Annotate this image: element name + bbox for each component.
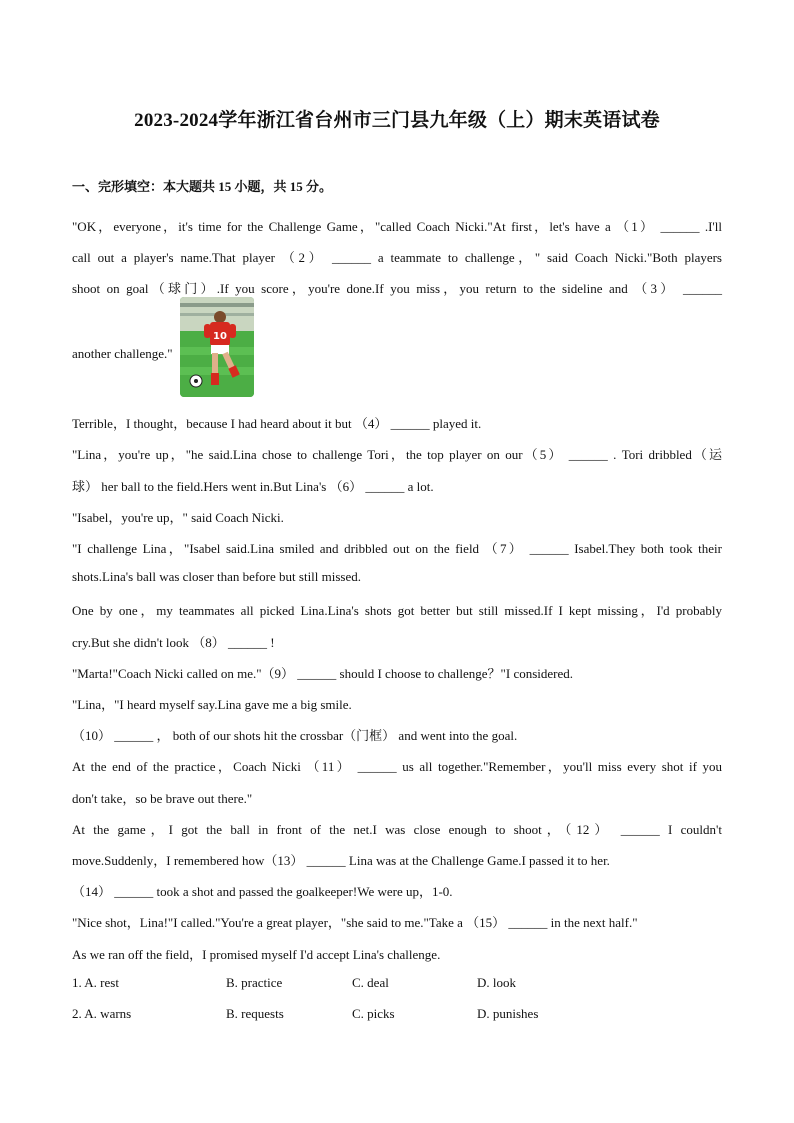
option-text: C. deal xyxy=(352,975,389,990)
passage-line: （10） ______ ， both of our shots hit the crossbar（门框） and went into the goal. xyxy=(72,728,518,743)
option-text: D. look xyxy=(477,975,516,990)
page-title: 2023-2024学年浙江省台州市三门县九年级（上）期末英语试卷 xyxy=(134,110,660,131)
passage-line: shots.Lina's ball was closer than before but still missed. xyxy=(72,569,362,584)
answer-option xyxy=(72,1006,131,1022)
passage-line: As we ran off the field，I promised myself I'd accept Lina's challenge. xyxy=(72,947,441,962)
passage-line: "I challenge Lina，"Isabel said.Lina smiled and dribbled out on the field （7） ______ Isabel.They both took their xyxy=(72,541,722,556)
answer-option xyxy=(226,1006,284,1022)
passage-line: "Lina，you're up，"he said.Lina chose to challenge Tori，the top player on our（5） ______ . Tori dribbled（运 xyxy=(72,447,723,462)
option-text: C. picks xyxy=(352,1006,395,1021)
question-number: 2. xyxy=(72,1006,82,1021)
passage-line: move.Suddenly，I remembered how（13） ______ Lina was at the Challenge Game.I passed it to her. xyxy=(72,853,610,868)
passage-line: "Nice shot，Lina!"I called."You're a great player，"she said to me."Take a （15） ______ in the next half." xyxy=(72,915,638,930)
passage-line: shoot on goal（球门）.If you score，you're done.If you miss，you return to the sideline and （3） ______ xyxy=(72,281,722,296)
passage-line: don't take，so be brave out there." xyxy=(72,791,253,806)
soccer-player-illustration xyxy=(180,297,254,397)
passage-line: "Lina，"I heard myself say.Lina gave me a big smile. xyxy=(72,697,352,712)
soccer-player-image xyxy=(180,297,254,397)
passage-line: "OK，everyone，it's time for the Challenge Game，"called Coach Nicki."At first，let's have a （1） ______ .I'll xyxy=(72,219,722,234)
answer-option xyxy=(477,1006,538,1022)
section-heading-text: 一、完形填空：本大题共 15 小题，共 15 分。 xyxy=(72,179,333,194)
option-text: B. practice xyxy=(226,975,283,990)
answer-option xyxy=(477,975,516,991)
option-text: B. requests xyxy=(226,1006,284,1021)
answer-option xyxy=(72,975,119,991)
option-text: A. rest xyxy=(84,975,119,990)
option-text: A. warns xyxy=(84,1006,132,1021)
passage-line: "Marta!"Coach Nicki called on me."（9） ______ should I choose to challenge？"I considered. xyxy=(72,666,574,681)
passage-line: cry.But she didn't look （8） ______ ! xyxy=(72,635,275,650)
passage-line: another challenge." xyxy=(72,346,173,361)
passage-line: 球） her ball to the field.Hers went in.But Lina's （6） ______ a lot. xyxy=(72,479,434,494)
passage-line: call out a player's name.That player （2） ______ a teammate to challenge，" said Coach Nicki."Both players xyxy=(72,250,722,265)
answer-option xyxy=(226,975,282,991)
passage-line: One by one，my teammates all picked Lina.Lina's shots got better but still missed.If I kept missing，I'd probably xyxy=(72,603,722,618)
section-heading xyxy=(72,176,332,195)
question-number: 1. xyxy=(72,975,82,990)
passage-line: At the end of the practice，Coach Nicki （11） ______ us all together."Remember，you'll miss every shot if you xyxy=(72,759,722,774)
passage-line: At the game，I got the ball in front of the net.I was close enough to shoot，（12） ______ I couldn't xyxy=(72,822,722,837)
answer-option xyxy=(352,1006,395,1022)
jersey-number: 10 xyxy=(213,331,227,342)
passage-line: （14） ______ took a shot and passed the goalkeeper!We were up，1-0. xyxy=(72,884,453,899)
option-text: D. punishes xyxy=(477,1006,539,1021)
answer-option xyxy=(352,975,389,991)
passage-line: "Isabel，you're up，" said Coach Nicki. xyxy=(72,510,284,525)
passage-line: Terrible，I thought，because I had heard about it but （4） ______ played it. xyxy=(72,416,482,431)
